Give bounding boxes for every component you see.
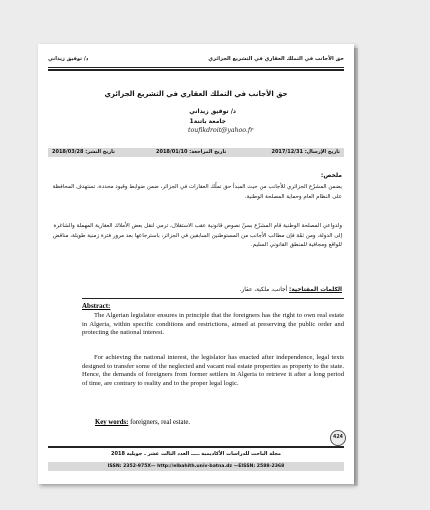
abstract-divider [82, 298, 344, 299]
english-keywords-values: foreigners, real estate. [130, 419, 191, 426]
english-keywords-label: Key words: [95, 419, 129, 426]
document-page [38, 44, 354, 484]
arabic-keywords [240, 287, 342, 293]
page-number-badge: 424 [330, 430, 346, 446]
page-shadow [354, 48, 358, 486]
footer-rule [48, 446, 344, 448]
arabic-abstract-p2: ولدواعي المصلحة الوطنية قام المشرّع بسنّ نصوص قانونية عقب الاستقلال، ترمي لنقل بعض الأملاك العقارية المهملة والشاغرة إلى الدولة، ومن ثمّة فإن مطالب الأجانب من المستوطنين السابقين في الجزائر، باسترجاعها بعد مرور فترة زمنية طويلة، مناقض للواقع ومجافية للمنطق القانوني السليم. [52, 223, 342, 249]
arabic-keywords-values: أجانب، ملكية، عقار. [239, 287, 288, 293]
paper-title: حق الأجانب في التملك العقاري في التشريع الجزائري [104, 90, 288, 98]
author-email: toufikdroit@yahoo.fr [188, 127, 254, 134]
date-reviewed: تاريخ المراجعة: 2018/01/10 [156, 149, 227, 155]
author-affiliation: جامعة باتنة1 [189, 118, 226, 125]
header-rule-thick [48, 69, 344, 71]
header-rule [48, 67, 344, 68]
date-received: تاريخ الإرسال: 2017/12/31 [271, 149, 340, 155]
arabic-abstract-heading: ملخص: [320, 172, 342, 179]
arabic-abstract-p1: يضمن المشرّع الجزائري للأجانب من حيث المبدأ حق تملّك العقارات في الجزائر، ضمن ضوابط وقيود محددة، تستهدف المحافظة على النظام العام وحماية المصلحة الوطنية. [52, 184, 342, 200]
english-abstract-p1: The Algerian legislator ensures in principle that the foreigners has the right to own real estate in Algeria, within specific conditions and restrictions, aimed at preserving the public order and protecting the national interest. [82, 312, 344, 337]
dates-bar [48, 148, 344, 157]
arabic-keywords-label: الكلمات المفتاحية: [289, 287, 342, 293]
header-author: د/ توفيق زيداني [48, 56, 89, 62]
footer-issn: ISSN: 2352-975X— http://elbahith.univ-batna.dz —EISSN: 2588-2368 [48, 462, 344, 471]
footer-journal: مجلة الباحث للدراسات الأكاديمية ـــــ العدد الثالث عشر ـ جويلية 2018 [111, 451, 281, 457]
english-abstract-heading: Abstract: [82, 302, 111, 310]
running-header [48, 56, 344, 66]
english-keywords [95, 419, 190, 426]
english-abstract-p2: For achieving the national interest, the legislator has enacted after independence, legal texts designed to transfer some of the neglected and vacant real estate properties as property to the state. Hence, the demands of foreigners from former settlers in Algeria to retrieve it after a long period of time, are contrary to reality and to the proper legal logic. [82, 354, 344, 387]
header-title: حق الأجانب في التملك العقاري في التشريع الجزائري [208, 56, 344, 62]
author-name: د/ توفيق زيداني [189, 108, 236, 115]
date-published: تاريخ النشر: 2018/03/28 [52, 149, 115, 155]
